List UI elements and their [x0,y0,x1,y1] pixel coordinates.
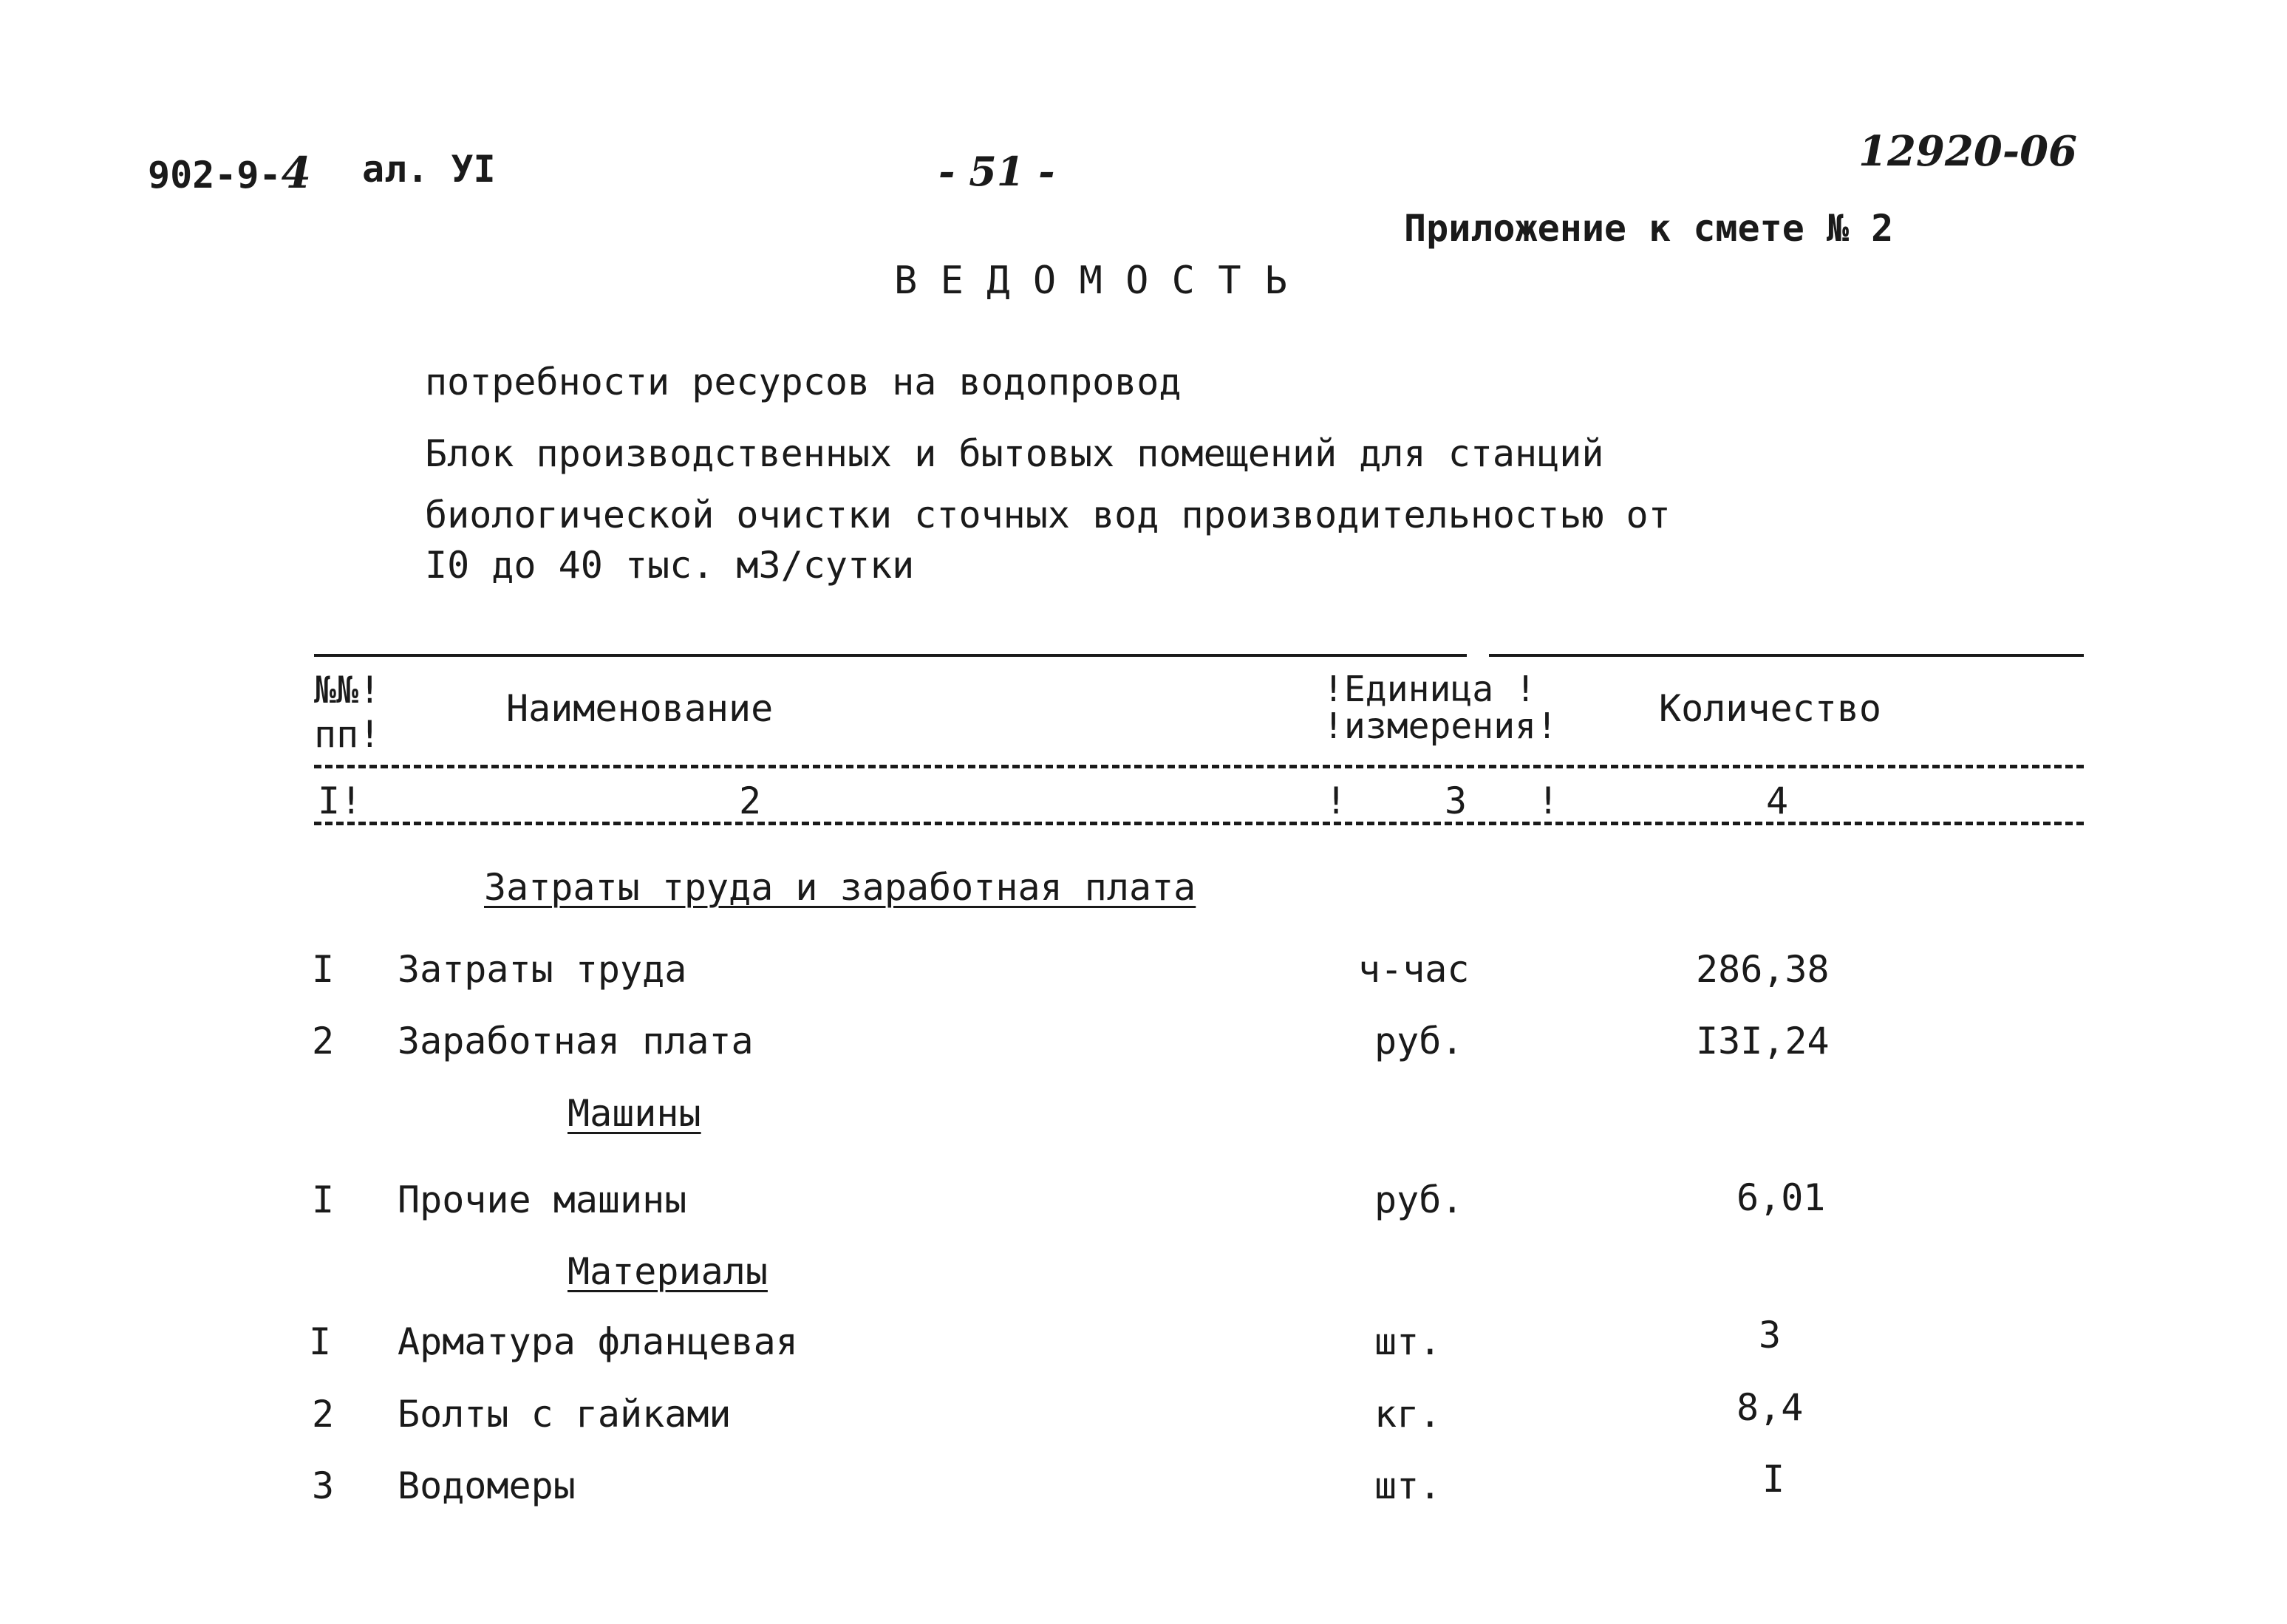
row-name: Затраты труда [398,948,687,991]
row-unit: шт. [1374,1320,1442,1363]
subtitle-line-1: потребности ресурсов на водопровод [425,361,1182,403]
row-quantity: I [1762,1458,1785,1501]
page-number: - 51 - [938,148,1055,195]
column-number-index-3: 3 [1445,779,1468,822]
section-title-materials: Материалы [568,1250,768,1293]
row-unit: кг. [1374,1393,1442,1436]
section-title-labor: Затраты труда и заработная плата [484,866,1196,909]
row-unit: ч-час [1358,948,1470,991]
row-quantity: 8,4 [1736,1386,1804,1429]
column-number-header-top: №№! [314,669,381,712]
column-unit-header-bottom: !измерения! [1323,706,1558,747]
column-numbers-dashed-rule [314,822,2084,825]
table-header-dashed-rule [314,765,2084,768]
column-unit-header-top: !Единица ! [1323,669,1536,710]
column-number-index-1: I! [318,779,363,822]
row-number: I [309,1320,332,1363]
column-number-separator-b: ! [1537,779,1560,822]
appendix-label: Приложение к смете № 2 [1404,207,1894,250]
row-name: Водомеры [398,1464,576,1507]
subtitle-line-3: биологической очистки сточных вод производительностью от [425,494,1671,536]
row-unit: руб. [1374,1020,1464,1062]
document-title: В Е Д О М О С Т Ь [894,259,1288,303]
row-number: 2 [312,1020,335,1062]
row-name: Заработная плата [398,1020,754,1062]
document-code [148,148,311,198]
row-unit: шт. [1374,1464,1442,1507]
table-top-rule-right [1489,654,2084,657]
row-number: I [312,1178,335,1221]
section-title-machines: Машины [568,1092,701,1135]
table-top-rule-left [314,654,1467,657]
document-code-prefix: 902-9- [148,154,282,197]
row-quantity: 286,38 [1696,948,1830,991]
column-quantity-header: Количество [1659,687,1882,730]
row-quantity: I3I,24 [1696,1020,1830,1062]
column-number-index-2: 2 [739,779,762,822]
subtitle-line-4: I0 до 40 тыс. м3/сутки [425,544,915,587]
row-number: 3 [312,1464,335,1507]
column-number-separator-a: ! [1325,779,1348,822]
column-number-index-4: 4 [1766,779,1789,822]
album-label: ал. УI [362,148,496,191]
column-number-header-bottom: пп! [314,713,381,756]
row-name: Арматура фланцевая [398,1320,798,1363]
document-code-handwritten: 4 [281,148,311,198]
row-number: 2 [312,1393,335,1436]
row-quantity: 3 [1759,1314,1782,1357]
row-quantity: 6,01 [1736,1176,1826,1219]
row-name: Прочие машины [398,1178,687,1221]
row-name: Болты с гайками [398,1393,732,1436]
row-unit: руб. [1374,1178,1464,1221]
column-name-header: Наименование [506,687,774,730]
subtitle-line-2: Блок производственных и бытовых помещений для станций [425,432,1604,475]
row-number: I [312,948,335,991]
archive-number: 12920-06 [1858,127,2077,176]
